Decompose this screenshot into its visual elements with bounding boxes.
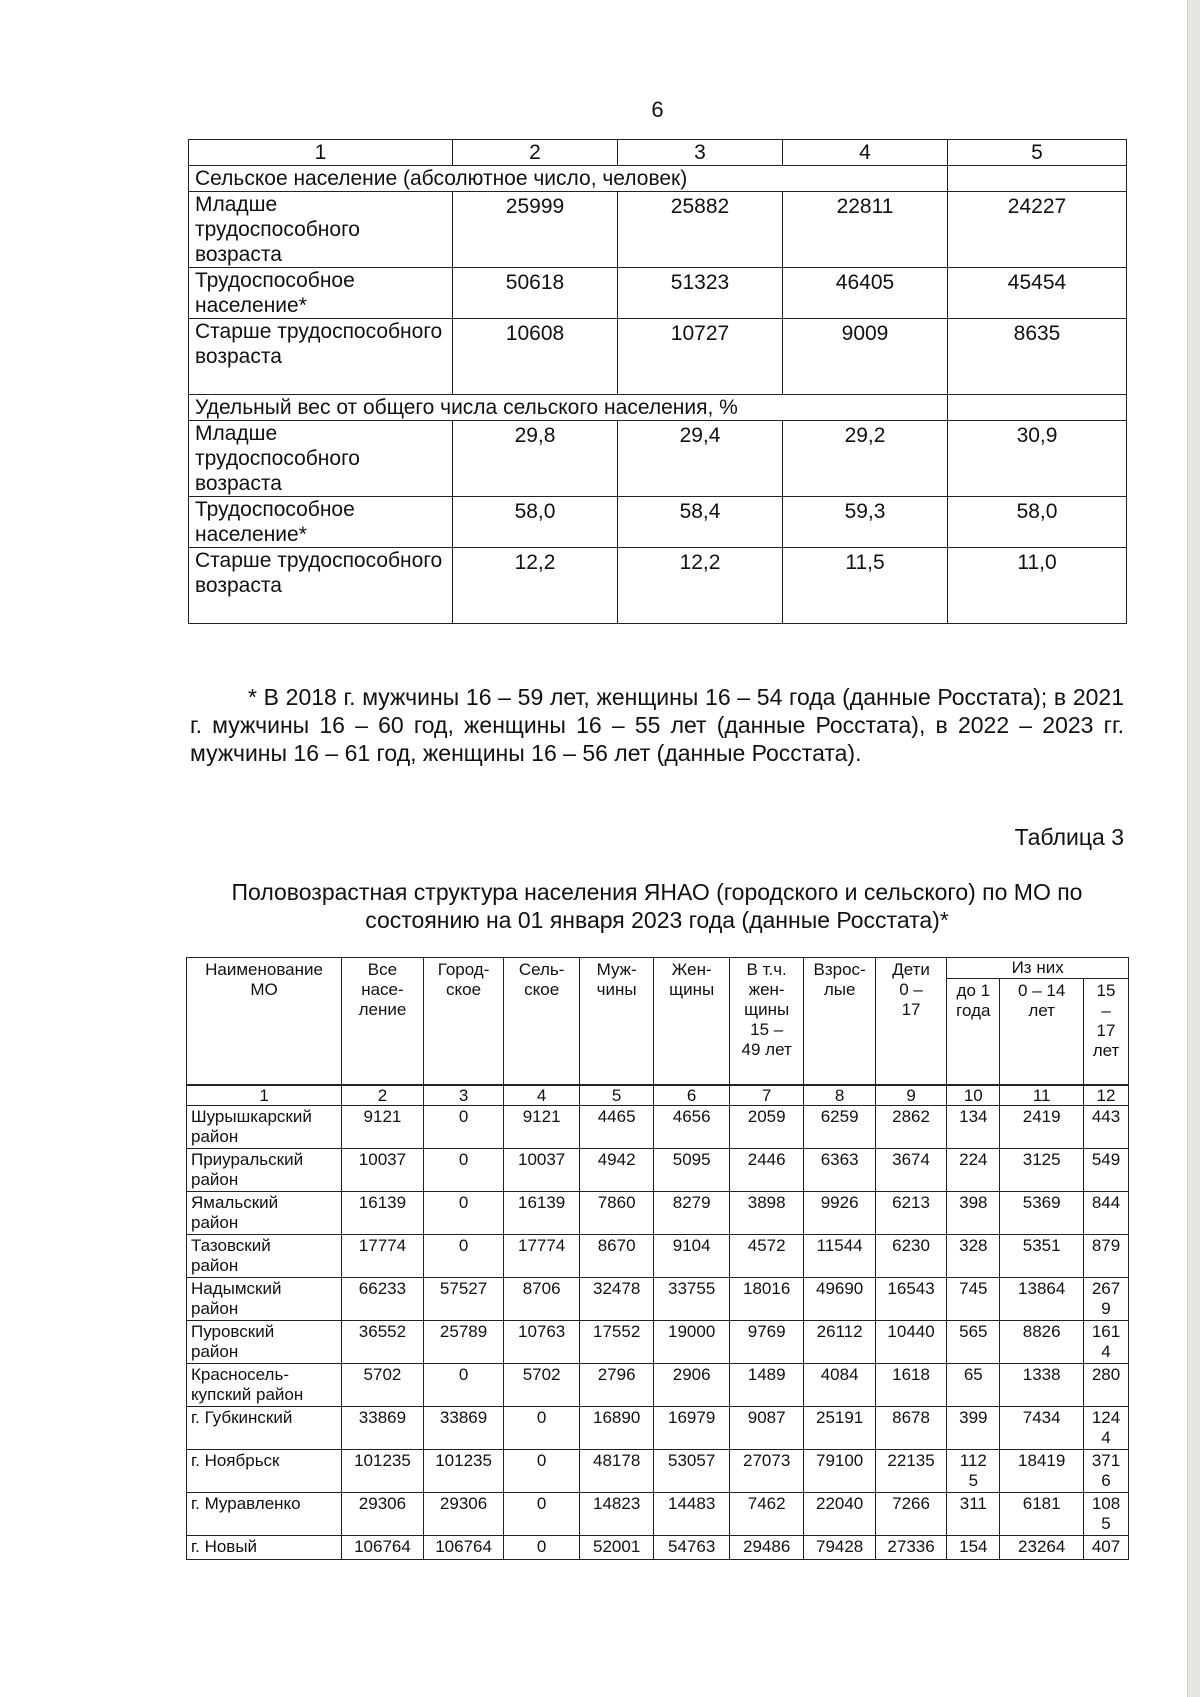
municipality-name: Надымский район xyxy=(187,1277,342,1320)
cell-value: 52001 xyxy=(579,1535,654,1559)
cell-value: 549 xyxy=(1084,1148,1129,1191)
cell-value: 4572 xyxy=(729,1234,804,1277)
col-number: 2 xyxy=(342,1085,424,1106)
cell-value: 66233 xyxy=(342,1277,424,1320)
cell-value: 48178 xyxy=(579,1449,654,1492)
cell-value: 12,2 xyxy=(453,548,618,624)
cell-value: 25789 xyxy=(423,1320,504,1363)
cell-value: 30,9 xyxy=(948,421,1127,497)
cell-value: 154 xyxy=(947,1535,1000,1559)
cell-value: 280 xyxy=(1084,1363,1129,1406)
header-rural: Сель- ское xyxy=(504,958,580,1085)
col-number: 3 xyxy=(423,1085,504,1106)
col-number: 8 xyxy=(804,1085,875,1106)
cell-value: 79428 xyxy=(804,1535,875,1559)
table-row xyxy=(189,421,1127,497)
table-row xyxy=(189,548,1127,624)
col-number: 10 xyxy=(947,1085,1000,1106)
cell-value: 0 xyxy=(423,1105,504,1148)
table-row xyxy=(187,1105,1129,1148)
municipality-name: г. Муравленко xyxy=(187,1492,342,1535)
cell-value: 371 6 xyxy=(1084,1449,1129,1492)
municipality-name: г. Губкинский xyxy=(187,1406,342,1449)
header-age-15-17: 15 – 17 лет xyxy=(1084,979,1129,1085)
table-row xyxy=(187,1320,1129,1363)
cell-value: 6213 xyxy=(875,1191,946,1234)
table-row xyxy=(187,1406,1129,1449)
cell-value: 29486 xyxy=(729,1535,804,1559)
header-row xyxy=(187,958,1129,979)
cell-value: 5369 xyxy=(1000,1191,1084,1234)
table-row xyxy=(187,1277,1129,1320)
cell-value: 10440 xyxy=(875,1320,946,1363)
cell-value: 399 xyxy=(947,1406,1000,1449)
cell-value: 106764 xyxy=(423,1535,504,1559)
cell-value: 443 xyxy=(1084,1105,1129,1148)
col-number: 5 xyxy=(948,140,1127,166)
cell-value: 49690 xyxy=(804,1277,875,1320)
cell-value: 224 xyxy=(947,1148,1000,1191)
cell-value: 879 xyxy=(1084,1234,1129,1277)
cell-value: 10763 xyxy=(504,1320,580,1363)
cell-value: 7434 xyxy=(1000,1406,1084,1449)
cell-value: 4084 xyxy=(804,1363,875,1406)
cell-value: 18419 xyxy=(1000,1449,1084,1492)
cell-value: 50618 xyxy=(453,268,618,319)
row-label: Старше трудоспособного возраста xyxy=(189,319,453,395)
municipality-name: Приуральский район xyxy=(187,1148,342,1191)
cell-value: 0 xyxy=(423,1234,504,1277)
cell-value: 2796 xyxy=(579,1363,654,1406)
cell-value: 10037 xyxy=(342,1148,424,1191)
cell-value: 58,4 xyxy=(618,497,783,548)
header-men: Муж- чины xyxy=(579,958,654,1085)
cell-value: 29,8 xyxy=(453,421,618,497)
cell-value: 1489 xyxy=(729,1363,804,1406)
cell-value: 112 5 xyxy=(947,1449,1000,1492)
column-number-row xyxy=(189,140,1127,166)
cell-value: 23264 xyxy=(1000,1535,1084,1559)
cell-value: 398 xyxy=(947,1191,1000,1234)
col-number: 5 xyxy=(579,1085,654,1106)
cell-value: 106764 xyxy=(342,1535,424,1559)
col-number: 2 xyxy=(453,140,618,166)
cell-value: 16890 xyxy=(579,1406,654,1449)
cell-value: 22135 xyxy=(875,1449,946,1492)
cell-value: 3674 xyxy=(875,1148,946,1191)
cell-value: 33869 xyxy=(423,1406,504,1449)
cell-value: 14823 xyxy=(579,1492,654,1535)
col-number: 6 xyxy=(654,1085,730,1106)
cell-value: 25191 xyxy=(804,1406,875,1449)
table-title: Половозрастная структура населения ЯНАО (городского и сельского) по МО по состоянию на 01 января 2023 года (данные Росстата)* xyxy=(231,879,1083,933)
cell-value: 51323 xyxy=(618,268,783,319)
row-label: Младше трудоспособного возраста xyxy=(189,192,453,268)
cell-value: 1618 xyxy=(875,1363,946,1406)
cell-value: 5702 xyxy=(342,1363,424,1406)
table-row xyxy=(187,1363,1129,1406)
table-row xyxy=(189,319,1127,395)
cell-value: 27336 xyxy=(875,1535,946,1559)
col-number: 11 xyxy=(1000,1085,1084,1106)
cell-value: 565 xyxy=(947,1320,1000,1363)
cell-value: 11,0 xyxy=(948,548,1127,624)
cell-value: 14483 xyxy=(654,1492,730,1535)
cell-value: 7860 xyxy=(579,1191,654,1234)
cell-value: 2059 xyxy=(729,1105,804,1148)
cell-value: 7462 xyxy=(729,1492,804,1535)
cell-value: 25882 xyxy=(618,192,783,268)
table-label: Таблица 3 xyxy=(1014,824,1124,850)
cell-value: 0 xyxy=(423,1148,504,1191)
col-number: 12 xyxy=(1084,1085,1129,1106)
municipality-name: Пуровский район xyxy=(187,1320,342,1363)
cell-value: 328 xyxy=(947,1234,1000,1277)
cell-value: 6259 xyxy=(804,1105,875,1148)
cell-value: 124 4 xyxy=(1084,1406,1129,1449)
cell-value: 2419 xyxy=(1000,1105,1084,1148)
cell-value: 16139 xyxy=(504,1191,580,1234)
cell-value: 17774 xyxy=(342,1234,424,1277)
header-adults: Взрос- лые xyxy=(804,958,875,1085)
table-row xyxy=(187,1449,1129,1492)
cell-value: 13864 xyxy=(1000,1277,1084,1320)
cell-value: 29,2 xyxy=(783,421,948,497)
cell-value: 58,0 xyxy=(453,497,618,548)
municipality-name: Шурышкарский район xyxy=(187,1105,342,1148)
page-number: 6 xyxy=(651,97,664,122)
cell-value: 6181 xyxy=(1000,1492,1084,1535)
cell-value: 22811 xyxy=(783,192,948,268)
table-body xyxy=(187,1105,1129,1559)
cell-value: 134 xyxy=(947,1105,1000,1148)
header-women-15-49: В т.ч. жен- щины 15 – 49 лет xyxy=(729,958,804,1085)
cell-value: 46405 xyxy=(783,268,948,319)
cell-value: 3125 xyxy=(1000,1148,1084,1191)
cell-value: 65 xyxy=(947,1363,1000,1406)
cell-value: 267 9 xyxy=(1084,1277,1129,1320)
page-edge xyxy=(1187,0,1200,1697)
cell-value: 161 4 xyxy=(1084,1320,1129,1363)
cell-value: 844 xyxy=(1084,1191,1129,1234)
cell-value: 0 xyxy=(423,1363,504,1406)
municipality-name: Ямальский район xyxy=(187,1191,342,1234)
cell-value: 9926 xyxy=(804,1191,875,1234)
cell-value: 36552 xyxy=(342,1320,424,1363)
cell-value: 8635 xyxy=(948,319,1127,395)
col-number: 1 xyxy=(189,140,453,166)
municipality-name: г. Новый xyxy=(187,1535,342,1559)
header-name: Наименование МО xyxy=(187,958,342,1085)
table-row xyxy=(187,1492,1129,1535)
cell-value: 22040 xyxy=(804,1492,875,1535)
cell-value: 108 5 xyxy=(1084,1492,1129,1535)
cell-value: 5702 xyxy=(504,1363,580,1406)
row-label: Трудоспособное население* xyxy=(189,268,453,319)
table-row xyxy=(187,1234,1129,1277)
cell-value: 6230 xyxy=(875,1234,946,1277)
cell-value: 9769 xyxy=(729,1320,804,1363)
municipality-name: г. Ноябрьск xyxy=(187,1449,342,1492)
header-of-them: Из них xyxy=(947,958,1129,979)
cell-value: 8279 xyxy=(654,1191,730,1234)
cell-value: 101235 xyxy=(423,1449,504,1492)
cell-value: 4656 xyxy=(654,1105,730,1148)
cell-value: 0 xyxy=(504,1535,580,1559)
cell-value: 2446 xyxy=(729,1148,804,1191)
rural-population-table xyxy=(188,139,1127,624)
cell-value: 33869 xyxy=(342,1406,424,1449)
cell-value: 9104 xyxy=(654,1234,730,1277)
cell-value: 0 xyxy=(504,1492,580,1535)
cell-value: 1338 xyxy=(1000,1363,1084,1406)
header-age-0-14: 0 – 14 лет xyxy=(1000,979,1084,1085)
empty-cell xyxy=(948,395,1127,421)
cell-value: 9087 xyxy=(729,1406,804,1449)
cell-value: 25999 xyxy=(453,192,618,268)
cell-value: 2906 xyxy=(654,1363,730,1406)
cell-value: 59,3 xyxy=(783,497,948,548)
cell-value: 2862 xyxy=(875,1105,946,1148)
cell-value: 9009 xyxy=(783,319,948,395)
row-label: Младше трудоспособного возраста xyxy=(189,421,453,497)
section-header: Удельный вес от общего числа сельского населения, % xyxy=(189,395,783,421)
age-sex-structure-table xyxy=(186,957,1129,1560)
footnote: * В 2018 г. мужчины 16 – 59 лет, женщины 16 – 54 года (данные Росстата); в 2021 г. мужчины 16 – 60 год, женщины 16 – 55 лет (данные Росстата), в 2022 – 2023 гг. мужчины 16 – 61 год, женщины 16 – 56 лет (данные Росстата). xyxy=(190,684,1124,766)
cell-value: 29,4 xyxy=(618,421,783,497)
cell-value: 311 xyxy=(947,1492,1000,1535)
cell-value: 27073 xyxy=(729,1449,804,1492)
row-label: Трудоспособное население* xyxy=(189,497,453,548)
cell-value: 407 xyxy=(1084,1535,1129,1559)
empty-cell xyxy=(948,166,1127,192)
cell-value: 16139 xyxy=(342,1191,424,1234)
cell-value: 0 xyxy=(504,1449,580,1492)
cell-value: 4465 xyxy=(579,1105,654,1148)
cell-value: 8826 xyxy=(1000,1320,1084,1363)
header-total: Все насе- ление xyxy=(342,958,424,1085)
header-women: Жен- щины xyxy=(654,958,730,1085)
col-number: 9 xyxy=(875,1085,946,1106)
cell-value: 8670 xyxy=(579,1234,654,1277)
cell-value: 58,0 xyxy=(948,497,1127,548)
cell-value: 26112 xyxy=(804,1320,875,1363)
cell-value: 54763 xyxy=(654,1535,730,1559)
cell-value: 57527 xyxy=(423,1277,504,1320)
cell-value: 5351 xyxy=(1000,1234,1084,1277)
col-number: 1 xyxy=(187,1085,342,1106)
cell-value: 8706 xyxy=(504,1277,580,1320)
table-row xyxy=(187,1148,1129,1191)
cell-value: 7266 xyxy=(875,1492,946,1535)
table-row xyxy=(187,1535,1129,1559)
cell-value: 9121 xyxy=(504,1105,580,1148)
municipality-name: Красносель- купский район xyxy=(187,1363,342,1406)
section-header-row xyxy=(189,166,1127,192)
cell-value: 3898 xyxy=(729,1191,804,1234)
cell-value: 53057 xyxy=(654,1449,730,1492)
cell-value: 101235 xyxy=(342,1449,424,1492)
cell-value: 11544 xyxy=(804,1234,875,1277)
cell-value: 32478 xyxy=(579,1277,654,1320)
cell-value: 18016 xyxy=(729,1277,804,1320)
cell-value: 5095 xyxy=(654,1148,730,1191)
cell-value: 16543 xyxy=(875,1277,946,1320)
cell-value: 10608 xyxy=(453,319,618,395)
cell-value: 10037 xyxy=(504,1148,580,1191)
col-number: 3 xyxy=(618,140,783,166)
empty-cell xyxy=(783,166,948,192)
cell-value: 10727 xyxy=(618,319,783,395)
cell-value: 24227 xyxy=(948,192,1127,268)
cell-value: 33755 xyxy=(654,1277,730,1320)
cell-value: 17774 xyxy=(504,1234,580,1277)
column-number-row xyxy=(187,1085,1129,1106)
cell-value: 29306 xyxy=(423,1492,504,1535)
cell-value: 19000 xyxy=(654,1320,730,1363)
col-number: 4 xyxy=(504,1085,580,1106)
cell-value: 79100 xyxy=(804,1449,875,1492)
table-row xyxy=(187,1191,1129,1234)
cell-value: 6363 xyxy=(804,1148,875,1191)
header-under-1: до 1 года xyxy=(947,979,1000,1085)
municipality-name: Тазовский район xyxy=(187,1234,342,1277)
cell-value: 4942 xyxy=(579,1148,654,1191)
section-header-row xyxy=(189,395,1127,421)
header-children: Дети 0 – 17 xyxy=(875,958,946,1085)
cell-value: 745 xyxy=(947,1277,1000,1320)
table-row xyxy=(189,192,1127,268)
empty-cell xyxy=(783,395,948,421)
cell-value: 0 xyxy=(423,1191,504,1234)
table-row xyxy=(189,497,1127,548)
row-label: Старше трудоспособного возраста xyxy=(189,548,453,624)
cell-value: 9121 xyxy=(342,1105,424,1148)
cell-value: 11,5 xyxy=(783,548,948,624)
cell-value: 45454 xyxy=(948,268,1127,319)
cell-value: 29306 xyxy=(342,1492,424,1535)
col-number: 7 xyxy=(729,1085,804,1106)
cell-value: 17552 xyxy=(579,1320,654,1363)
cell-value: 0 xyxy=(504,1406,580,1449)
header-urban: Город- ское xyxy=(423,958,504,1085)
cell-value: 16979 xyxy=(654,1406,730,1449)
table-row xyxy=(189,268,1127,319)
section-header: Сельское население (абсолютное число, человек) xyxy=(189,166,783,192)
cell-value: 12,2 xyxy=(618,548,783,624)
col-number: 4 xyxy=(783,140,948,166)
cell-value: 8678 xyxy=(875,1406,946,1449)
